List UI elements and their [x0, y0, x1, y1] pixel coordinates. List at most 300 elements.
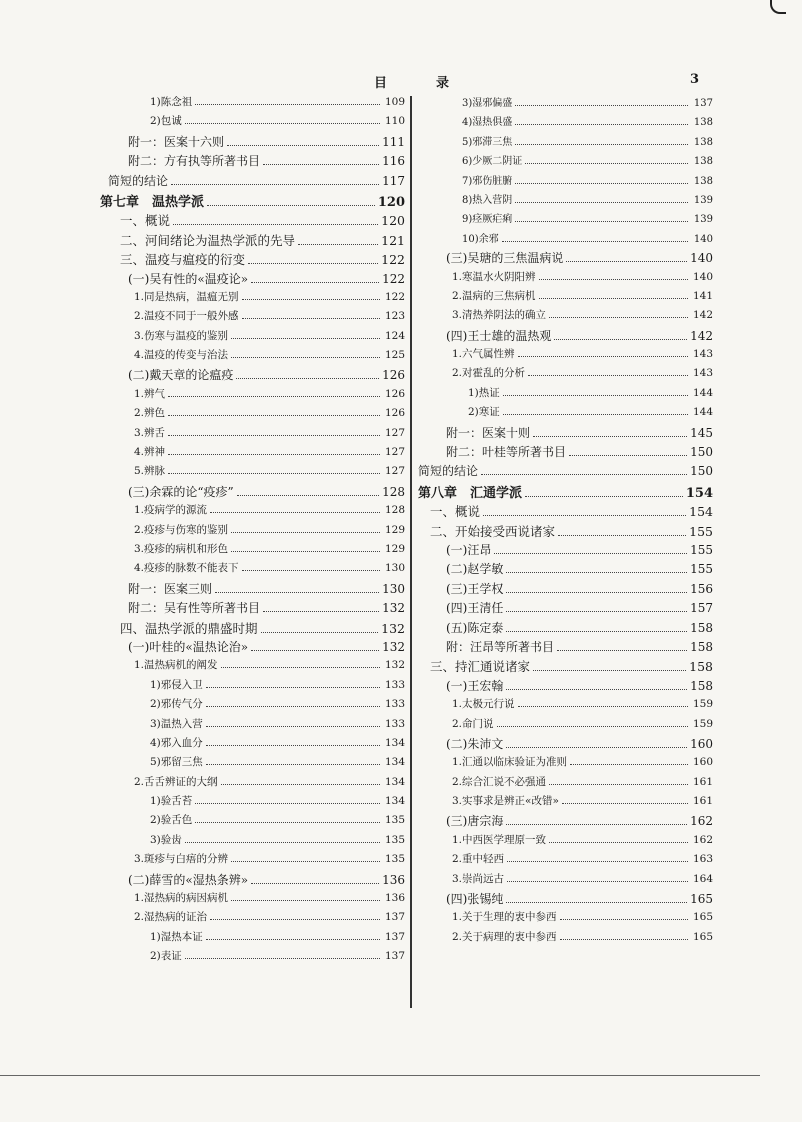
- toc-entry-label: (四)张锡纯: [446, 892, 504, 907]
- toc-entry: [100, 560, 405, 579]
- toc-entry-label: 2.温疫不同于一般外感: [134, 310, 239, 323]
- toc-entry-label: 1)陈念祖: [150, 96, 193, 108]
- toc-leader-dots: [515, 196, 688, 203]
- toc-entry-label: 2)包诚: [150, 115, 182, 128]
- toc-entry: [418, 754, 713, 773]
- toc-leader-dots: [560, 914, 688, 921]
- toc-leader-dots: [525, 489, 683, 497]
- toc-entry-page: 154: [685, 485, 713, 501]
- toc-entry: [418, 346, 713, 365]
- toc-entry-label: 2.舌舌辨证的大纲: [134, 775, 218, 788]
- toc-entry: [418, 735, 713, 754]
- toc-entry-label: 三、温疫与瘟疫的衍变: [120, 252, 246, 268]
- toc-entry-page: 165: [690, 892, 713, 907]
- toc-entry-page: 159: [692, 698, 713, 711]
- toc-entry-page: 128: [384, 504, 405, 517]
- toc-entry-page: 117: [382, 173, 405, 188]
- toc-entry-page: 158: [690, 620, 713, 635]
- toc-entry-label: (二)戴天章的论瘟疫: [128, 368, 234, 383]
- toc-leader-dots: [227, 138, 379, 146]
- toc-entry: [100, 909, 405, 928]
- toc-entry-label: 2.重中轻西: [452, 853, 505, 866]
- toc-leader-dots: [549, 312, 688, 319]
- toc-entry-page: 161: [692, 775, 713, 788]
- toc-entry-page: 157: [690, 601, 713, 616]
- toc-leader-dots: [507, 855, 688, 862]
- toc-entry: [100, 754, 405, 773]
- toc-entry-label: 3)验齿: [150, 833, 182, 846]
- toc-entry-page: 154: [689, 504, 713, 520]
- toc-entry-label: 5)邪滞三焦: [462, 136, 513, 148]
- toc-right-column: [418, 94, 713, 948]
- toc-entry-label: 1.温热病机的阐发: [134, 659, 218, 672]
- toc-entry-label: 2)邪传气分: [150, 698, 203, 711]
- toc-entry: [100, 405, 405, 424]
- toc-entry-page: 142: [692, 309, 713, 322]
- toc-leader-dots: [494, 546, 687, 554]
- toc-entry: [418, 152, 713, 171]
- toc-entry: [100, 522, 405, 541]
- page-header: [0, 72, 802, 92]
- toc-entry: [418, 404, 713, 423]
- toc-leader-dots: [242, 293, 380, 300]
- toc-entry-label: 4.温疫的传变与治法: [134, 349, 229, 362]
- toc-entry: [418, 443, 713, 462]
- toc-leader-dots: [506, 740, 687, 748]
- toc-entry-page: 133: [384, 698, 405, 711]
- toc-entry: [418, 851, 713, 870]
- toc-leader-dots: [503, 389, 688, 396]
- toc-entry-label: 附一：医案十六则: [128, 134, 225, 149]
- toc-entry: [100, 347, 405, 366]
- toc-leader-dots: [525, 158, 688, 165]
- toc-entry: [100, 483, 405, 502]
- toc-entry: [418, 210, 713, 229]
- toc-entry-page: 160: [690, 736, 713, 751]
- toc-entry-label: 1.关于生理的衷中参西: [452, 911, 557, 924]
- toc-entry-page: 139: [693, 194, 713, 206]
- toc-leader-dots: [195, 98, 380, 105]
- toc-entry-page: 126: [384, 387, 405, 400]
- toc-entry-label: 1.辨气: [134, 387, 166, 400]
- toc-entry: [100, 735, 405, 754]
- toc-entry-page: 132: [381, 620, 405, 636]
- toc-leader-dots: [195, 797, 380, 804]
- toc-left-column: [100, 94, 405, 968]
- toc-entry-label: 1.疫病学的源流: [134, 504, 208, 517]
- toc-leader-dots: [557, 643, 687, 651]
- toc-leader-dots: [506, 566, 687, 574]
- toc-leader-dots: [515, 138, 688, 145]
- scan-corner-mark: [770, 0, 786, 14]
- toc-entry-page: 129: [384, 542, 405, 555]
- toc-leader-dots: [562, 797, 688, 804]
- toc-entry: [100, 851, 405, 870]
- toc-entry: [418, 909, 713, 928]
- toc-leader-dots: [539, 273, 688, 280]
- toc-entry-page: 135: [384, 853, 405, 866]
- toc-entry-label: 附一：医案十则: [446, 425, 531, 440]
- toc-entry: [100, 425, 405, 444]
- toc-leader-dots: [248, 256, 378, 264]
- toc-entry-page: 132: [384, 659, 405, 672]
- column-divider: [410, 96, 412, 1008]
- toc-entry-label: 第八章 汇通学派: [418, 485, 523, 501]
- toc-leader-dots: [251, 876, 379, 884]
- toc-leader-dots: [210, 914, 380, 921]
- toc-entry-label: 3.斑疹与白痦的分辨: [134, 853, 229, 866]
- toc-leader-dots: [207, 198, 375, 206]
- toc-entry-page: 122: [384, 290, 405, 303]
- toc-entry: [418, 696, 713, 715]
- toc-entry-page: 139: [693, 214, 713, 226]
- toc-leader-dots: [515, 119, 688, 126]
- toc-entry: [100, 793, 405, 812]
- toc-entry-label: (二)赵学敏: [446, 562, 504, 577]
- toc-entry-label: 二、开始接受西说诸家: [430, 523, 556, 539]
- toc-entry-label: (四)王士雄的温热观: [446, 328, 552, 343]
- toc-entry: [418, 462, 713, 481]
- toc-entry: [418, 191, 713, 210]
- toc-entry: [418, 677, 713, 696]
- toc-leader-dots: [231, 526, 380, 533]
- toc-entry-label: 4.疫疹的脉数不能表下: [134, 562, 239, 575]
- toc-leader-dots: [206, 933, 380, 940]
- toc-leader-dots: [206, 739, 380, 746]
- toc-entry: [418, 94, 713, 113]
- toc-leader-dots: [242, 313, 380, 320]
- toc-leader-dots: [251, 643, 379, 651]
- toc-entry: [100, 638, 405, 657]
- toc-entry: [100, 386, 405, 405]
- toc-entry-page: 130: [382, 581, 405, 596]
- toc-entry-page: 135: [384, 814, 405, 827]
- toc-entry: [100, 328, 405, 347]
- toc-entry: [100, 774, 405, 793]
- toc-entry-page: 162: [690, 814, 713, 829]
- toc-entry-label: 1)湿热本证: [150, 930, 203, 943]
- toc-leader-dots: [558, 528, 686, 536]
- toc-entry-page: 164: [692, 872, 713, 885]
- toc-entry: [100, 948, 405, 967]
- toc-entry-page: 137: [693, 98, 713, 109]
- toc-entry-label: 第七章 温热学派: [100, 194, 205, 210]
- toc-entry-page: 155: [690, 562, 713, 577]
- toc-entry: [100, 366, 405, 385]
- toc-entry-page: 110: [384, 115, 405, 128]
- toc-entry-label: 4)湿热俱盛: [462, 117, 513, 129]
- toc-entry-label: (三)唐宗海: [446, 814, 504, 829]
- toc-entry-page: 143: [692, 367, 713, 380]
- toc-leader-dots: [206, 720, 380, 727]
- toc-entry-label: 一、概说: [120, 213, 171, 229]
- toc-leader-dots: [506, 818, 687, 826]
- toc-entry: [418, 424, 713, 443]
- toc-entry-label: 3.清热养阴法的确立: [452, 309, 547, 322]
- toc-entry-page: 123: [384, 310, 405, 323]
- toc-entry-label: 1.汇通以临床验证为准则: [452, 756, 568, 769]
- toc-entry-page: 137: [384, 911, 405, 924]
- toc-entry-page: 135: [384, 833, 405, 846]
- toc-entry-page: 138: [693, 136, 713, 148]
- toc-entry-label: 附：汪昂等所著书目: [446, 639, 555, 654]
- toc-entry-label: 3.伤寒与温疫的鉴别: [134, 329, 229, 342]
- toc-entry-page: 136: [382, 872, 405, 887]
- toc-entry: [100, 871, 405, 890]
- toc-entry-page: 132: [382, 601, 405, 616]
- toc-entry-label: (三)余霖的论“疫疹”: [128, 484, 234, 499]
- toc-entry-label: (一)吴有性的«温疫论»: [128, 271, 249, 286]
- toc-entry: [418, 307, 713, 326]
- header-title-char1: 目: [374, 76, 388, 91]
- toc-entry: [100, 716, 405, 735]
- toc-entry: [100, 677, 405, 696]
- toc-entry: [100, 191, 405, 211]
- toc-leader-dots: [497, 720, 688, 727]
- toc-entry-label: 4.辨神: [134, 446, 166, 459]
- toc-entry-label: (一)汪昂: [446, 542, 492, 557]
- toc-entry: [418, 249, 713, 268]
- toc-entry: [418, 230, 713, 249]
- toc-leader-dots: [506, 682, 687, 690]
- toc-entry-label: 2)寒证: [468, 406, 500, 419]
- toc-leader-dots: [506, 605, 687, 613]
- toc-entry-label: 3.崇尚远古: [452, 872, 505, 885]
- toc-leader-dots: [515, 100, 688, 107]
- toc-entry-page: 111: [382, 134, 405, 149]
- toc-entry-label: (五)陈定泰: [446, 620, 504, 635]
- toc-entry-page: 144: [692, 406, 713, 419]
- toc-entry-label: 1.寒温水火阴阳辨: [452, 270, 536, 283]
- page-number: 3: [690, 72, 700, 87]
- toc-leader-dots: [298, 237, 378, 245]
- toc-entry: [100, 250, 405, 269]
- toc-entry-page: 134: [384, 756, 405, 769]
- toc-entry-label: 1)邪侵入卫: [150, 678, 203, 691]
- toc-entry-page: 155: [689, 523, 713, 539]
- toc-entry-label: (二)薛雪的«湿热条辨»: [128, 872, 249, 887]
- toc-entry-label: (一)王宏翰: [446, 678, 504, 693]
- toc-entry: [418, 269, 713, 288]
- toc-entry-label: 2.辨色: [134, 407, 166, 420]
- toc-entry-label: 2.对霍乱的分析: [452, 367, 526, 380]
- toc-entry-label: 7)邪伤脏腑: [462, 175, 513, 187]
- toc-entry-label: 2.湿热病的证治: [134, 911, 208, 924]
- toc-entry-label: 2)验舌色: [150, 814, 193, 827]
- toc-entry-label: (一)叶桂的«温热论治»: [128, 639, 249, 654]
- toc-entry-page: 133: [384, 717, 405, 730]
- toc-entry: [100, 231, 405, 250]
- toc-entry: [418, 365, 713, 384]
- toc-leader-dots: [533, 663, 686, 671]
- toc-entry-page: 162: [692, 833, 713, 846]
- toc-leader-dots: [507, 875, 688, 882]
- toc-entry: [418, 638, 713, 657]
- toc-entry-page: 156: [690, 581, 713, 596]
- toc-leader-dots: [515, 177, 688, 184]
- toc-entry-page: 165: [692, 911, 713, 924]
- toc-leader-dots: [483, 508, 686, 516]
- toc-leader-dots: [231, 332, 380, 339]
- toc-entry: [418, 133, 713, 152]
- toc-entry: [100, 113, 405, 132]
- toc-entry: [100, 929, 405, 948]
- toc-entry-label: 附二：方有执等所著书目: [128, 154, 261, 169]
- toc-entry: [100, 152, 405, 171]
- toc-entry: [418, 599, 713, 618]
- toc-entry-page: 141: [692, 289, 713, 302]
- toc-entry-label: 2.温病的三焦病机: [452, 289, 536, 302]
- toc-entry-page: 109: [384, 96, 405, 108]
- toc-entry-page: 163: [692, 853, 713, 866]
- toc-entry-label: 2.命门说: [452, 717, 494, 730]
- toc-leader-dots: [168, 429, 380, 436]
- toc-entry-page: 138: [693, 156, 713, 168]
- toc-entry-page: 128: [382, 484, 405, 499]
- toc-leader-dots: [506, 895, 687, 903]
- toc-entry-label: 3.辨舌: [134, 426, 166, 439]
- toc-leader-dots: [515, 216, 688, 223]
- toc-entry-page: 160: [692, 756, 713, 769]
- toc-entry-label: 8)热入营阴: [462, 194, 513, 206]
- toc-entry-label: 6)少厥二阴证: [462, 156, 523, 168]
- toc-leader-dots: [549, 778, 688, 785]
- toc-entry-label: 附二：吴有性等所著书目: [128, 601, 261, 616]
- scan-bottom-edge: [0, 1075, 760, 1076]
- toc-leader-dots: [173, 217, 378, 225]
- toc-entry: [418, 716, 713, 735]
- toc-leader-dots: [231, 545, 380, 552]
- toc-leader-dots: [221, 778, 380, 785]
- toc-leader-dots: [236, 372, 379, 380]
- toc-entry-page: 161: [692, 795, 713, 808]
- toc-entry-page: 132: [382, 639, 405, 654]
- toc-entry: [418, 172, 713, 191]
- toc-entry: [100, 463, 405, 482]
- toc-entry-page: 143: [692, 348, 713, 361]
- toc-entry-page: 133: [384, 678, 405, 691]
- toc-leader-dots: [231, 894, 380, 901]
- toc-entry: [100, 172, 405, 191]
- toc-entry-label: 附二：叶桂等所著书目: [446, 445, 567, 460]
- toc-entry-label: 附一：医案三则: [128, 581, 213, 596]
- toc-entry-page: 142: [690, 328, 713, 343]
- toc-entry-label: 1.同是热病，温瘟无别: [134, 290, 239, 303]
- toc-entry-label: 10)余邪: [462, 233, 499, 245]
- toc-entry: [100, 657, 405, 676]
- toc-entry-page: 129: [384, 523, 405, 536]
- toc-entry: [418, 812, 713, 831]
- toc-leader-dots: [168, 468, 380, 475]
- toc-entry-label: (二)朱沛文: [446, 736, 504, 751]
- toc-entry-label: 2.疫疹与伤寒的鉴别: [134, 523, 229, 536]
- toc-entry-label: 4)邪入血分: [150, 736, 203, 749]
- toc-entry-label: (三)吴瑭的三焦温病说: [446, 251, 564, 266]
- toc-entry-page: 138: [693, 175, 713, 187]
- toc-entry-label: 5.辨脉: [134, 465, 166, 478]
- toc-leader-dots: [518, 350, 688, 357]
- toc-entry-page: 150: [690, 445, 713, 460]
- toc-entry: [100, 599, 405, 618]
- toc-entry-label: 5)邪留三焦: [150, 756, 203, 769]
- toc-leader-dots: [221, 662, 380, 669]
- toc-leader-dots: [481, 468, 687, 476]
- toc-entry-label: 1)热证: [468, 386, 500, 399]
- toc-entry: [418, 482, 713, 502]
- toc-entry-page: 137: [384, 950, 405, 963]
- toc-entry-label: 1.六气属性辨: [452, 348, 515, 361]
- toc-leader-dots: [231, 855, 380, 862]
- toc-entry-label: 三、持汇通说诸家: [430, 659, 531, 675]
- toc-leader-dots: [215, 585, 379, 593]
- toc-leader-dots: [554, 332, 687, 340]
- toc-entry: [418, 657, 713, 676]
- toc-leader-dots: [206, 700, 380, 707]
- toc-entry-page: 127: [384, 446, 405, 459]
- toc-entry: [418, 890, 713, 909]
- toc-leader-dots: [231, 351, 380, 358]
- toc-entry-page: 126: [382, 368, 405, 383]
- toc-entry-page: 140: [692, 270, 713, 283]
- toc-entry-page: 134: [384, 795, 405, 808]
- toc-entry-page: 138: [693, 117, 713, 129]
- toc-leader-dots: [539, 292, 688, 299]
- toc-entry-page: 158: [690, 639, 713, 654]
- toc-entry: [418, 327, 713, 346]
- toc-entry: [100, 211, 405, 230]
- toc-entry: [100, 289, 405, 308]
- toc-leader-dots: [506, 585, 687, 593]
- toc-leader-dots: [171, 177, 379, 185]
- toc-leader-dots: [518, 700, 688, 707]
- toc-leader-dots: [237, 488, 379, 496]
- toc-entry-label: 二、河间绪论为温热学派的先导: [120, 232, 296, 248]
- toc-entry: [100, 133, 405, 152]
- toc-leader-dots: [206, 681, 380, 688]
- toc-entry-page: 140: [693, 233, 713, 245]
- toc-entry: [418, 580, 713, 599]
- toc-leader-dots: [528, 370, 688, 377]
- toc-leader-dots: [168, 448, 380, 455]
- toc-entry-page: 158: [689, 659, 713, 675]
- toc-entry: [418, 113, 713, 132]
- toc-leader-dots: [566, 255, 687, 263]
- toc-entry: [418, 522, 713, 541]
- toc-entry: [418, 929, 713, 948]
- toc-entry: [100, 444, 405, 463]
- toc-entry: [100, 94, 405, 113]
- toc-entry-label: 简短的结论: [418, 464, 479, 479]
- toc-entry-label: 2.综合汇说不必强通: [452, 775, 547, 788]
- toc-entry-page: 144: [692, 386, 713, 399]
- toc-entry: [100, 580, 405, 599]
- toc-entry: [100, 890, 405, 909]
- toc-entry-page: 124: [384, 329, 405, 342]
- toc-entry-page: 136: [384, 892, 405, 905]
- toc-leader-dots: [569, 448, 687, 456]
- toc-entry-page: 116: [382, 154, 405, 169]
- toc-leader-dots: [560, 933, 688, 940]
- toc-leader-dots: [549, 836, 688, 843]
- toc-entry-label: 2.关于病理的衷中参西: [452, 930, 557, 943]
- toc-entry-label: 1.太极元行说: [452, 698, 515, 711]
- toc-leader-dots: [263, 605, 379, 613]
- toc-entry: [418, 793, 713, 812]
- toc-entry: [418, 288, 713, 307]
- toc-entry-page: 134: [384, 775, 405, 788]
- toc-entry-page: 159: [692, 717, 713, 730]
- toc-leader-dots: [168, 409, 380, 416]
